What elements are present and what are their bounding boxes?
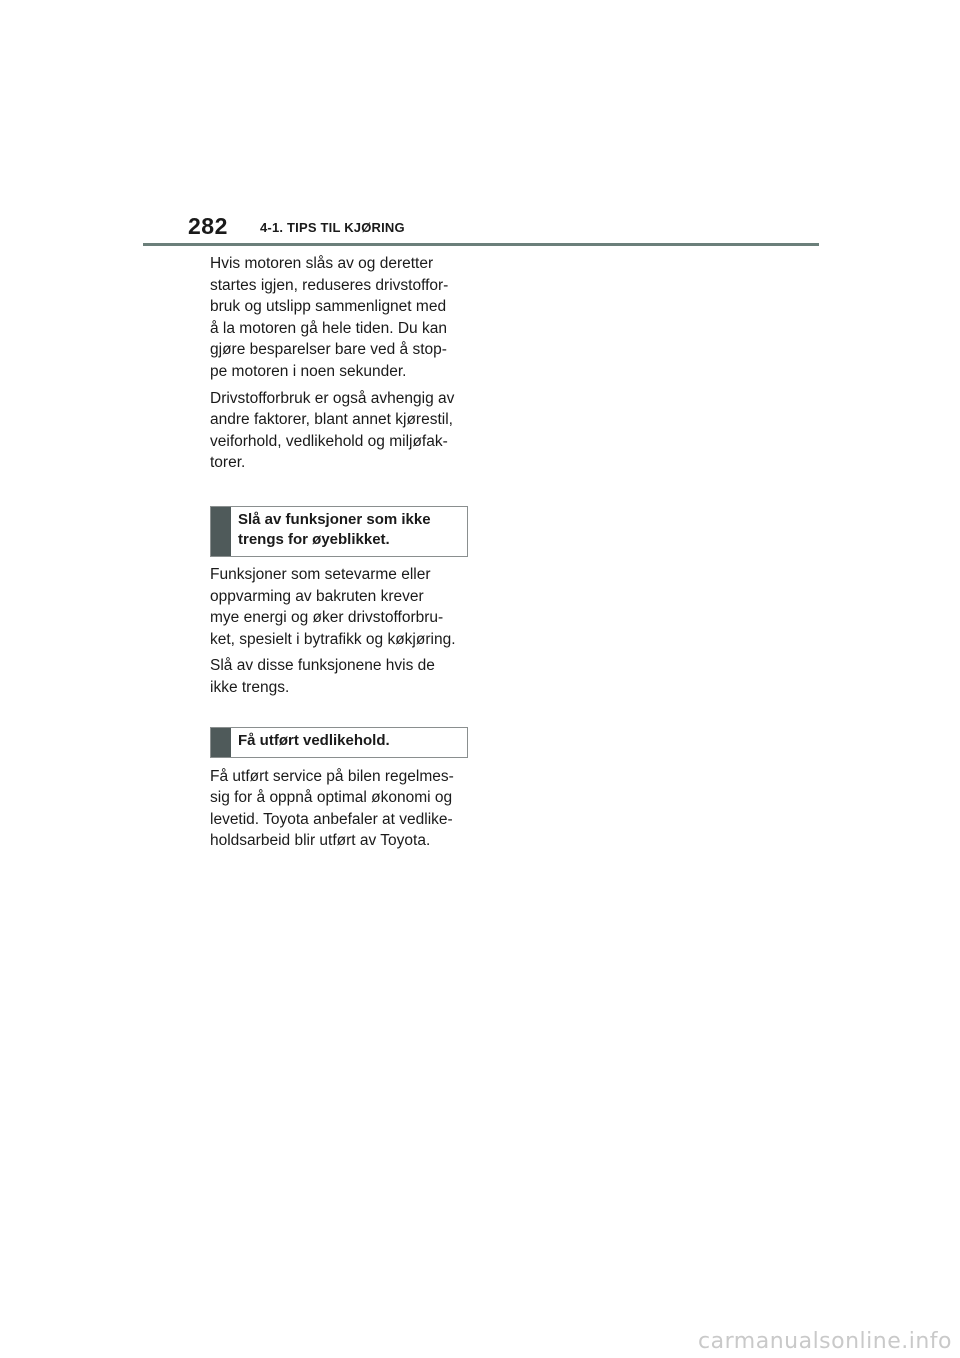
text-line: mye energi og øker drivstofforbru- <box>210 609 444 627</box>
text-line: ikke trengs. <box>210 678 290 696</box>
text-line: Funksjoner som setevarme eller <box>210 565 431 583</box>
page-header <box>0 0 960 250</box>
heading-line: Slå av funksjoner som ikke <box>238 510 431 528</box>
header-divider <box>143 243 819 246</box>
text-line: ket, spesielt i bytrafikk og køkjøring. <box>210 630 456 648</box>
section-heading-maintenance <box>210 727 468 758</box>
text-line: levetid. Toyota anbefaler at vedlike- <box>210 810 453 828</box>
heading-line: Få utført vedlikehold. <box>238 731 390 749</box>
paragraph-functions-energy <box>210 564 472 650</box>
text-line: pe motoren i noen sekunder. <box>210 362 407 380</box>
section-title: 4-1. TIPS TIL KJØRING <box>260 220 405 235</box>
text-line: sig for å oppnå optimal økonomi og <box>210 789 453 807</box>
heading-accent-bar <box>211 507 231 556</box>
text-line: startes igjen, reduseres drivstoffor- <box>210 276 449 294</box>
paragraph-turn-off <box>210 655 472 698</box>
paragraph-other-factors <box>210 388 472 474</box>
text-line: gjøre besparelser bare ved å stop- <box>210 341 447 359</box>
text-line: torer. <box>210 454 246 472</box>
heading-line: trengs for øyeblikket. <box>238 530 390 548</box>
page-number: 282 <box>188 213 228 239</box>
site-watermark: carmanualsonline.info <box>698 1329 952 1354</box>
text-line: oppvarming av bakruten krever <box>210 587 424 605</box>
paragraph-engine-restart <box>210 253 472 383</box>
text-line: holdsarbeid blir utført av Toyota. <box>210 832 431 850</box>
heading-text <box>231 507 437 556</box>
text-line: å la motoren gå hele tiden. Du kan <box>210 319 447 337</box>
text-line: Slå av disse funksjonene hvis de <box>210 657 435 675</box>
heading-accent-bar <box>211 728 231 757</box>
main-content <box>210 253 472 857</box>
section-heading-functions <box>210 506 468 557</box>
text-line: bruk og utslipp sammenlignet med <box>210 298 447 316</box>
text-line: veiforhold, vedlikehold og miljøfak- <box>210 432 448 450</box>
text-line: andre faktorer, blant annet kjørestil, <box>210 411 453 429</box>
heading-text <box>231 728 396 757</box>
paragraph-maintenance <box>210 766 472 852</box>
text-line: Hvis motoren slås av og deretter <box>210 255 434 272</box>
text-line: Drivstofforbruk er også avhengig av <box>210 389 455 407</box>
text-line: Få utført service på bilen regelmes- <box>210 767 454 785</box>
